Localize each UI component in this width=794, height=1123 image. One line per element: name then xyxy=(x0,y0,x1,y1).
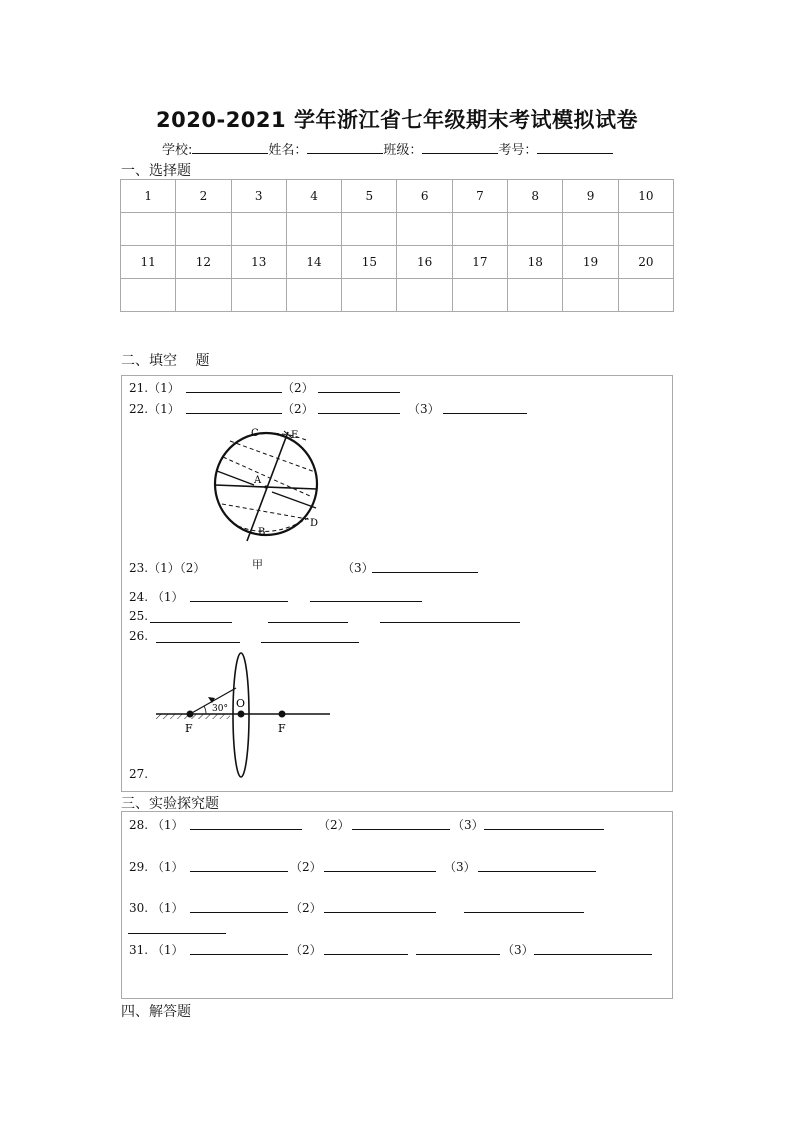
choice-number: 19 xyxy=(563,246,618,279)
q26-blank-2[interactable] xyxy=(261,642,359,643)
q29-part2-label: （2） xyxy=(290,860,322,874)
lens-label-f-left: F xyxy=(185,722,193,735)
q28-blank-3[interactable] xyxy=(484,829,604,830)
q23-part3-label: （3） xyxy=(342,561,374,575)
q29-part3-label: （3） xyxy=(444,860,476,874)
q31-part3-label: （3） xyxy=(502,943,534,957)
q29-blank-1[interactable] xyxy=(190,871,288,872)
q31-blank-2[interactable] xyxy=(324,954,408,955)
q30-blank-3[interactable] xyxy=(464,912,584,913)
answer-cell[interactable] xyxy=(618,213,673,246)
angle-label: 30° xyxy=(212,704,228,714)
answer-cell[interactable] xyxy=(342,279,397,312)
dashed-latitude-3 xyxy=(222,504,313,520)
choice-number: 14 xyxy=(286,246,341,279)
q21-label: 21.（1） xyxy=(129,381,180,395)
choice-number: 9 xyxy=(563,180,618,213)
q25-blank-3[interactable] xyxy=(380,622,520,623)
optical-center-dot xyxy=(238,711,245,718)
exam-no-blank[interactable] xyxy=(537,140,613,154)
q28-part3-label: （3） xyxy=(452,818,484,832)
lens-label-o: O xyxy=(236,697,246,710)
q30-blank-4[interactable] xyxy=(128,933,226,934)
choice-number: 16 xyxy=(397,246,452,279)
answer-cell[interactable] xyxy=(176,279,231,312)
answer-cell[interactable] xyxy=(121,213,176,246)
globe-label-c: C xyxy=(251,428,259,439)
q30-part2-label: （2） xyxy=(290,901,322,915)
exam-no-label: 考号： xyxy=(498,143,538,158)
focus-left-dot xyxy=(187,711,194,718)
lens-label-f-right: F xyxy=(278,722,286,735)
dashed-latitude-2 xyxy=(230,441,315,472)
q30-label: 30. （1） xyxy=(129,901,184,915)
section-answer-heading: 四、解答题 xyxy=(121,1004,191,1020)
focus-right-dot xyxy=(279,711,286,718)
choice-number: 3 xyxy=(231,180,286,213)
solid-latitude-left xyxy=(217,471,254,485)
q21-blank-2[interactable] xyxy=(318,392,400,393)
answer-cell[interactable] xyxy=(121,279,176,312)
q28-blank-2[interactable] xyxy=(352,829,450,830)
section-choice-heading: 一、选择题 xyxy=(121,163,191,179)
choice-number: 20 xyxy=(618,246,673,279)
choice-number: 11 xyxy=(121,246,176,279)
globe-label-b: B xyxy=(258,527,266,538)
choice-number: 8 xyxy=(508,180,563,213)
q25-blank-1[interactable] xyxy=(150,622,232,623)
globe-diagram xyxy=(210,424,330,542)
answer-cell[interactable] xyxy=(231,279,286,312)
choice-number: 6 xyxy=(397,180,452,213)
q29-label: 29. （1） xyxy=(129,860,184,874)
q25-label: 25. xyxy=(129,609,149,623)
answer-cell[interactable] xyxy=(176,213,231,246)
q22-blank-1[interactable] xyxy=(186,413,282,414)
choice-number: 13 xyxy=(231,246,286,279)
choice-number: 18 xyxy=(508,246,563,279)
globe-label-d: D xyxy=(310,518,319,529)
choice-number-row xyxy=(121,246,674,279)
q28-blank-1[interactable] xyxy=(190,829,302,830)
choice-answer-table xyxy=(120,179,674,312)
q26-blank-1[interactable] xyxy=(156,642,240,643)
q31-blank-1[interactable] xyxy=(190,954,288,955)
solid-latitude-right xyxy=(272,492,316,508)
page-title: 2020-2021 学年浙江省七年级期末考试模拟试卷 xyxy=(156,108,638,132)
q22-part3-label: （3） xyxy=(408,402,440,416)
globe-label-e: E xyxy=(291,430,299,441)
answer-cell[interactable] xyxy=(452,213,507,246)
answer-cell[interactable] xyxy=(397,279,452,312)
q23-label: 23.（1）（2） xyxy=(129,561,206,575)
q29-blank-2[interactable] xyxy=(324,871,436,872)
lens-diagram xyxy=(152,652,334,780)
experiment-answer-box xyxy=(121,811,673,999)
q23-blank-3[interactable] xyxy=(372,572,478,573)
class-label: 班级： xyxy=(383,143,423,158)
answer-cell[interactable] xyxy=(508,279,563,312)
answer-cell[interactable] xyxy=(452,279,507,312)
q24-blank-1[interactable] xyxy=(190,601,288,602)
choice-number: 10 xyxy=(618,180,673,213)
angle-arc xyxy=(204,706,206,714)
school-label: 学校: xyxy=(162,143,193,158)
q30-blank-1[interactable] xyxy=(190,912,288,913)
q31-part2-label: （2） xyxy=(290,943,322,957)
q21-part2-label: （2） xyxy=(282,381,314,395)
choice-answer-row xyxy=(121,213,674,246)
choice-number: 5 xyxy=(342,180,397,213)
q24-label: 24. （1） xyxy=(129,590,184,604)
q21-blank-1[interactable] xyxy=(186,392,282,393)
name-blank[interactable] xyxy=(307,140,383,154)
answer-cell[interactable] xyxy=(286,213,341,246)
choice-number: 2 xyxy=(176,180,231,213)
student-info-line xyxy=(162,139,613,158)
section-fill-heading: 二、填空 题 xyxy=(121,353,210,369)
answer-cell[interactable] xyxy=(508,213,563,246)
choice-number: 15 xyxy=(342,246,397,279)
q30-blank-2[interactable] xyxy=(324,912,436,913)
class-blank[interactable] xyxy=(422,140,498,154)
q26-label: 26. xyxy=(129,629,149,643)
q28-label: 28. （1） xyxy=(129,818,184,832)
choice-number: 1 xyxy=(121,180,176,213)
globe-outline xyxy=(215,433,317,535)
fill-answer-box xyxy=(121,375,673,792)
answer-cell[interactable] xyxy=(231,213,286,246)
globe-label-a: A xyxy=(254,475,262,486)
choice-answer-row xyxy=(121,279,674,312)
name-label: 姓名： xyxy=(268,143,308,158)
answer-cell[interactable] xyxy=(563,279,618,312)
q24-blank-2[interactable] xyxy=(310,601,422,602)
q22-part2-label: （2） xyxy=(282,402,314,416)
q28-part2-label: （2） xyxy=(318,818,350,832)
choice-number: 7 xyxy=(452,180,507,213)
answer-cell[interactable] xyxy=(286,279,341,312)
globe-caption: 甲 xyxy=(252,558,263,571)
answer-cell[interactable] xyxy=(397,213,452,246)
q25-blank-2[interactable] xyxy=(268,622,348,623)
choice-number: 4 xyxy=(286,180,341,213)
choice-number-row xyxy=(121,180,674,213)
q22-label: 22.（1） xyxy=(129,402,180,416)
school-blank[interactable] xyxy=(192,140,268,154)
answer-cell[interactable] xyxy=(563,213,618,246)
section-experiment-heading: 三、实验探究题 xyxy=(121,796,219,812)
choice-number: 12 xyxy=(176,246,231,279)
q31-blank-3[interactable] xyxy=(416,954,500,955)
q31-label: 31. （1） xyxy=(129,943,184,957)
q29-blank-3[interactable] xyxy=(478,871,596,872)
q27-label: 27. xyxy=(129,767,149,781)
q22-blank-2[interactable] xyxy=(318,413,400,414)
center-dot xyxy=(264,485,267,488)
choice-number: 17 xyxy=(452,246,507,279)
q22-blank-3[interactable] xyxy=(443,413,527,414)
answer-cell[interactable] xyxy=(342,213,397,246)
q31-blank-4[interactable] xyxy=(534,954,652,955)
answer-cell[interactable] xyxy=(618,279,673,312)
